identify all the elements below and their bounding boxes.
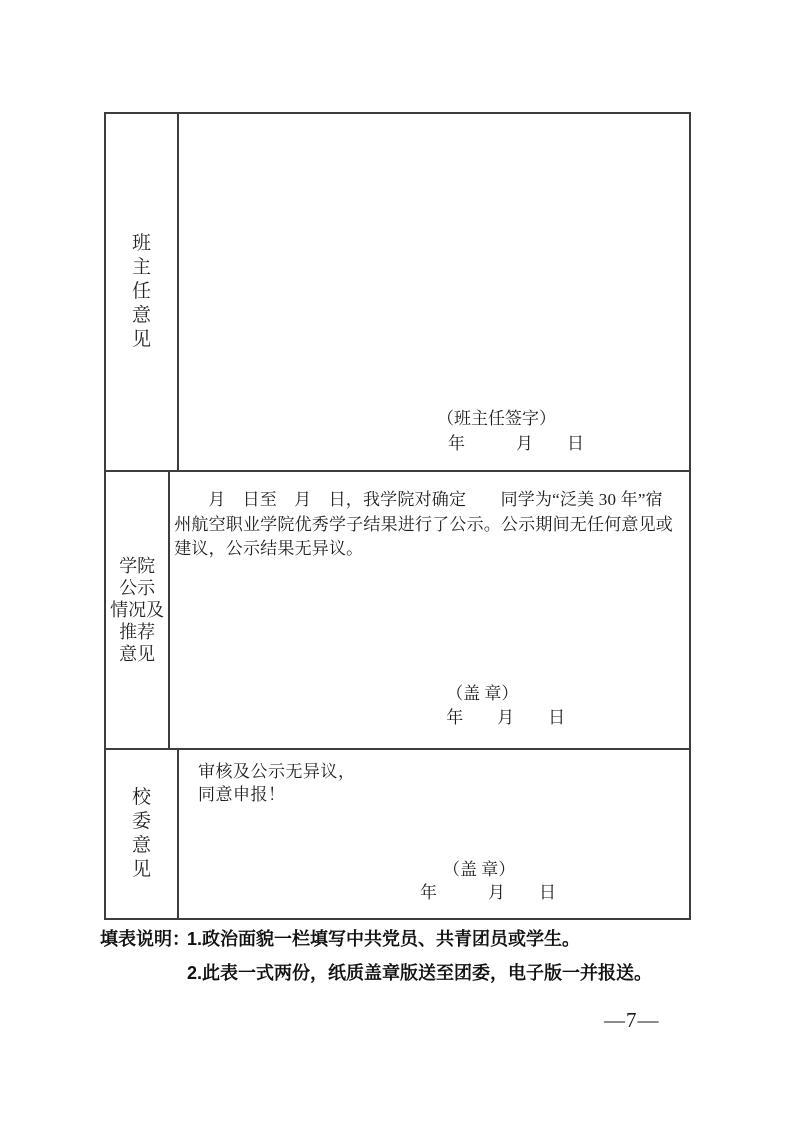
table-row-school-committee-opinion [106, 748, 689, 918]
label-line: 学院 [119, 556, 156, 576]
school-committee-cell [179, 750, 689, 918]
label-char: 任 [131, 281, 151, 302]
page-number: —7— [604, 1008, 660, 1032]
label-char: 意 [131, 835, 151, 856]
label-char: 班 [131, 233, 151, 254]
publicity-paragraph [170, 472, 689, 562]
row-label-class-teacher-opinion [106, 114, 179, 470]
notes-items [187, 922, 652, 990]
date-line: 年 月 日 [448, 434, 584, 453]
statement-line: 审核及公示无异议， [198, 762, 356, 781]
table-row-class-teacher-opinion [106, 114, 689, 470]
statement-line: 同意申报！ [198, 785, 286, 804]
label-char: 校 [131, 787, 151, 808]
class-teacher-signature-block [437, 406, 584, 456]
label-char: 意 [131, 305, 151, 326]
row-label-text [110, 555, 164, 665]
label-char: 主 [131, 257, 151, 278]
signature-label: （班主任签字） [437, 409, 556, 428]
label-char: 见 [131, 329, 151, 350]
paragraph-line: 月 日至 月 日，我学院对确定 同学为“泛美 30 年”宿 [208, 490, 663, 509]
notes-label: 填表说明： [100, 929, 190, 949]
label-line: 推荐 [119, 622, 156, 642]
label-line: 意见 [119, 644, 156, 664]
row-label-college-publicity [106, 472, 170, 748]
seal-label: （盖 章） [446, 684, 519, 703]
table-row-college-publicity [106, 470, 689, 748]
row-label-text [132, 232, 151, 352]
label-line: 情况及 [110, 600, 165, 620]
seal-label: （盖 章） [443, 860, 516, 879]
college-publicity-cell [170, 472, 689, 748]
date-line: 年 月 日 [420, 883, 556, 902]
opinion-form-table [104, 112, 691, 920]
note-item: 2.此表一式两份，纸质盖章版送至团委，电子版一并报送。 [187, 963, 653, 983]
note-item: 1.政治面貌一栏填写中共党员、共青团员或学生。 [187, 929, 581, 949]
row-label-text [132, 786, 151, 882]
label-line: 公示 [119, 578, 156, 598]
label-char: 见 [131, 859, 151, 880]
date-line: 年 月 日 [446, 708, 566, 727]
class-teacher-opinion-cell [179, 114, 689, 470]
committee-seal-block [420, 858, 556, 904]
label-char: 委 [131, 811, 151, 832]
college-seal-block [446, 682, 565, 730]
committee-statement [179, 750, 689, 806]
paragraph-line: 建议，公示结果无异议。 [174, 539, 364, 558]
paragraph-line: 州航空职业学院优秀学子结果进行了公示。公示期间无任何意见或 [174, 514, 673, 534]
row-label-school-committee [106, 750, 179, 918]
form-notes [100, 922, 652, 990]
